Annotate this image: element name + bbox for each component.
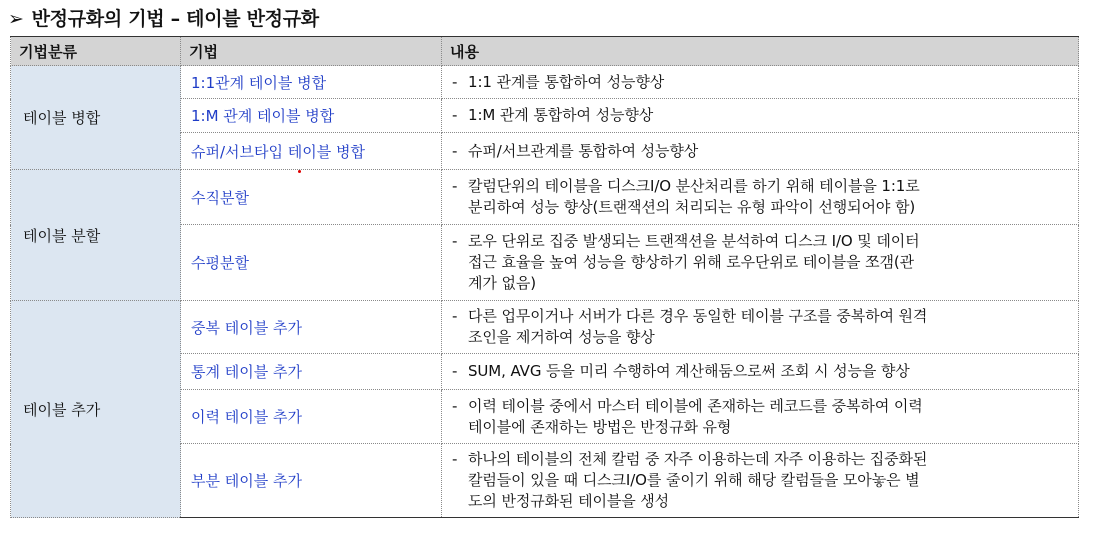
table-row [11, 301, 1079, 354]
header-category: 기법분류 [11, 37, 181, 66]
table-row [11, 66, 1079, 99]
description-cell: - 다른 업무이거나 서버가 다른 경우 동일한 테이블 구조를 중복하여 원격 조인을 제거하여 성능을 향상 [442, 301, 1079, 354]
description-cell: - 칼럼단위의 테이블을 디스크I/O 분산처리를 하기 위해 테이블을 1:1로 분리하여 성능 향상(트랜잭션의 처리되는 유형 파악이 선행되어야 함) [442, 170, 1079, 225]
technique-cell: 통계 테이블 추가 [181, 354, 442, 390]
description-cell: - SUM, AVG 등을 미리 수행하여 계산해둠으로써 조회 시 성능을 향상 [442, 354, 1079, 390]
arrow-bullet-icon: ➢ [8, 8, 24, 30]
header-row [11, 37, 1079, 66]
category-cell: 테이블 병합 [11, 66, 181, 170]
technique-cell: 수직분할 [181, 170, 442, 225]
header-description: 내용 [442, 37, 1079, 66]
category-cell: 테이블 분할 [11, 170, 181, 301]
technique-cell: 이력 테이블 추가 [181, 390, 442, 444]
page-title [8, 6, 319, 32]
category-cell: 테이블 추가 [11, 301, 181, 518]
technique-cell: 슈퍼/서브타입 테이블 병합 [181, 133, 442, 170]
technique-cell: 1:M 관계 테이블 병합 [181, 99, 442, 133]
technique-cell: 중복 테이블 추가 [181, 301, 442, 354]
description-cell: - 하나의 테이블의 전체 칼럼 중 자주 이용하는데 자주 이용하는 집중화된 칼럼들이 있을 때 디스크I/O를 줄이기 위해 해당 칼럼들을 모아놓은 별 도의 반정규화된 테이블을 생성 [442, 444, 1079, 518]
red-dot-mark [298, 170, 301, 173]
description-cell: - 1:M 관계 통합하여 성능향상 [442, 99, 1079, 133]
description-cell: - 슈퍼/서브관계를 통합하여 성능향상 [442, 133, 1079, 170]
technique-cell: 부분 테이블 추가 [181, 444, 442, 518]
header-technique: 기법 [181, 37, 442, 66]
description-cell: - 1:1 관계를 통합하여 성능향상 [442, 66, 1079, 99]
title-text: 반정규화의 기법 – 테이블 반정규화 [31, 8, 319, 30]
table-row [11, 170, 1079, 225]
technique-cell: 수평분할 [181, 225, 442, 301]
denormalization-table [10, 36, 1079, 518]
description-cell: - 로우 단위로 집중 발생되는 트랜잭션을 분석하여 디스크 I/O 및 데이터 접근 효율을 높여 성능을 향상하기 위해 로우단위로 테이블을 쪼갬(관 계가 없음) [442, 225, 1079, 301]
description-cell: - 이력 테이블 중에서 마스터 테이블에 존재하는 레코드를 중복하여 이력 테이블에 존재하는 방법은 반정규화 유형 [442, 390, 1079, 444]
technique-cell: 1:1관계 테이블 병합 [181, 66, 442, 99]
